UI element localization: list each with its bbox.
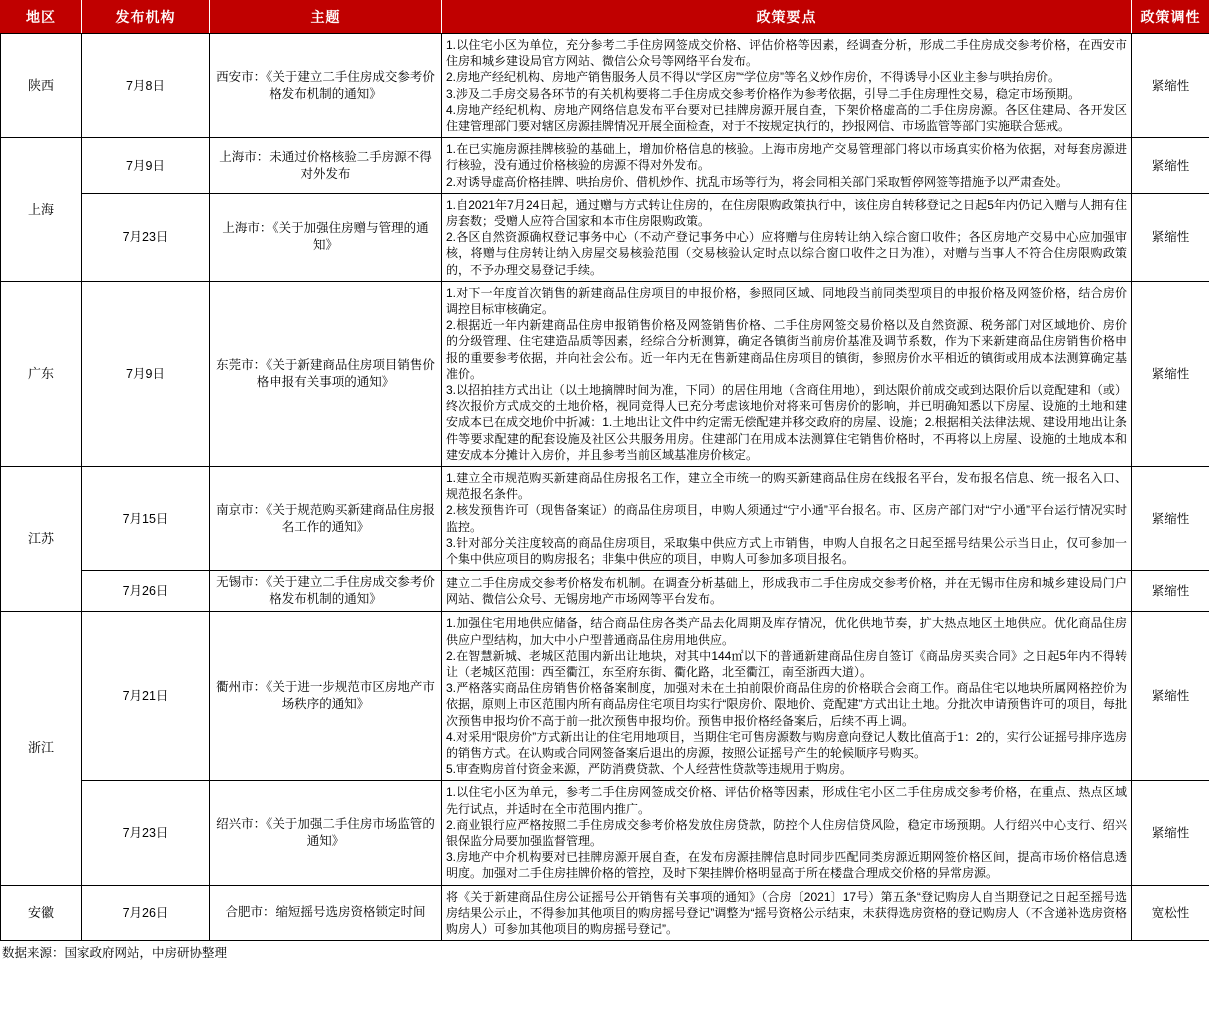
table-header-row <box>1 1 1209 34</box>
cell-date: 7月9日 <box>82 138 210 194</box>
table-body <box>1 34 1209 941</box>
cell-topic: 上海市：未通过价格核验二手房源不得对外发布 <box>210 138 442 194</box>
cell-date: 7月26日 <box>82 571 210 612</box>
cell-policy-points <box>442 885 1132 941</box>
policy-point-line: 2.房地产经纪机构、房地产销售服务人员不得以“学区房”“学位房”等名义炒作房价，不得诱导小区业主参与哄抬房价。 <box>446 70 1060 85</box>
cell-region: 安徽 <box>1 885 82 941</box>
policy-point-line: 2.对诱导虚高价格挂牌、哄抬房价、借机炒作、扰乱市场等行为，将会同相关部门采取暂停网签等措施予以严肃查处。 <box>446 174 1069 189</box>
table-row <box>1 281 1209 466</box>
cell-policy-points <box>442 281 1132 466</box>
cell-policy-points <box>442 781 1132 885</box>
cell-policy-tone: 紧缩性 <box>1132 281 1209 466</box>
cell-region: 浙江 <box>1 612 82 885</box>
cell-policy-tone: 紧缩性 <box>1132 138 1209 194</box>
policy-point-line: 将《关于新建商品住房公证摇号公开销售有关事项的通知》（合房〔2021〕17号）第五条“登记购房人自当期登记之日起至摇号选房结果公示止，不得参加其他项目的购房摇号登记”调整为“摇号资格公示结束，未获得选房资格的登记购房人（不含递补选房资格购房人）可参加其他项目的购房摇号登记”。 <box>446 889 1127 936</box>
policy-point-line: 3.涉及二手房交易各环节的有关机构要将二手住房成交参考价格作为参考依据，引导二手住房理性交易，稳定市场预期。 <box>446 86 1081 101</box>
table-row <box>1 571 1209 612</box>
cell-topic: 无锡市：《关于建立二手住房成交参考价格发布机制的通知》 <box>210 571 442 612</box>
table-row <box>1 34 1209 138</box>
policy-point-line: 1.以住宅小区为单位，充分参考二手住房网签成交价格、评估价格等因素，经调查分析，形成二手住房成交参考价格，在西安市住房和城乡建设局官方网站、微信公众号等网络平台发布。 <box>446 38 1127 69</box>
cell-topic: 西安市：《关于建立二手住房成交参考价格发布机制的通知》 <box>210 34 442 138</box>
column-header-topic: 主题 <box>210 1 442 34</box>
cell-date: 7月21日 <box>82 612 210 781</box>
cell-region: 江苏 <box>1 467 82 612</box>
cell-policy-tone: 宽松性 <box>1132 885 1209 941</box>
policy-point-line: 2.核发预售许可（现售备案证）的商品住房项目，申购人须通过“宁小通”平台报名。市、区房产部门对“宁小通”平台运行情况实时监控。 <box>446 503 1127 534</box>
cell-policy-points <box>442 193 1132 281</box>
table-row <box>1 612 1209 781</box>
policy-point-line: 1.建立全市规范购买新建商品住房报名工作，建立全市统一的购买新建商品住房在线报名平台，发布报名信息、统一报名入口、规范报名条件。 <box>446 471 1127 502</box>
column-header-region: 地区 <box>1 1 82 34</box>
cell-date: 7月23日 <box>82 781 210 885</box>
cell-policy-points <box>442 612 1132 781</box>
cell-region: 广东 <box>1 281 82 466</box>
policy-point-line: 2.在智慧新城、老城区范围内新出让地块，对其中144㎡以下的普通新建商品住房自签订《商品房买卖合同》之日起5年内不得转让（老城区范围：西至衢江，东至府东街、衢化路，北至衢江，南至浙西大道）。 <box>446 648 1127 679</box>
policy-point-line: 1.自2021年7月24日起，通过赠与方式转让住房的，在住房限购政策执行中，该住房自转移登记之日起5年内仍记入赠与人拥有住房套数；受赠人应符合国家和本市住房限购政策。 <box>446 197 1127 229</box>
policy-point-line: 3.严格落实商品住房销售价格备案制度，加强对未在土拍前限价商品住房的价格联合会商工作。商品住宅以地块所属网格控价为依据，原则上市区范围内所有商品房住宅项目均实行“限房价、限地价、竞配建”方式出让土地。分批次申请预售许可的项目，每批次预售申报均价不高于前一批次预售申报均价。预售申报价格经备案后，后续不再上调。 <box>446 681 1127 728</box>
policy-point-line: 1.在已实施房源挂牌核验的基础上，增加价格信息的核验。上海市房地产交易管理部门将以市场真实价格为依据，对每套房源进行核验，没有通过价格核验的房源不得对外发布。 <box>446 142 1127 173</box>
policy-point-line: 2.各区自然资源确权登记事务中心（不动产登记事务中心）应将赠与住房转让纳入综合窗口收件；各区房地产交易中心应加强审核，将赠与住房转让纳入房屋交易核验范围（交易核验认定时点以综合窗口收件之日为准），对赠与当事人不符合住房限购政策的，不予办理交易登记手续。 <box>446 230 1127 277</box>
policy-point-line: 4.房地产经纪机构、房地产网络信息发布平台要对已挂牌房源开展自查，下架价格虚高的二手住房房源。各区住建局、各开发区住建管理部门要对辖区房源挂牌情况开展全面检查，对于不按规定执行的，抄报网信、市场监管等部门实施联合惩戒。 <box>446 102 1127 134</box>
cell-policy-tone: 紧缩性 <box>1132 193 1209 281</box>
table-row <box>1 193 1209 281</box>
policy-point-line: 3.以招拍挂方式出让（以土地摘牌时间为准，下同）的居住用地（含商住用地），到达限价前成交或到达限价后以竞配建和（或）终次报价方式成交的土地价格，视同竞得人已充分考虑该地价对将来可售房价的影响，并已明确知悉以下房屋、设施的土地和建安成本已在成交地价中折减：1.土地出让文件中约定需无偿配建并移交政府的房屋、设施；2.根据相关法律法规、建设用地出让条件等要求配建的配套设施及社区公共服务用房。住建部门在用成本法测算住宅销售价格时，不再将以上房屋、设施的土地成本和建安成本分摊计入房价，并且参考当前区域基准房价核定。 <box>446 383 1127 462</box>
cell-date: 7月26日 <box>82 885 210 941</box>
policy-point-line: 1.以住宅小区为单元，参考二手住房网签成交价格、评估价格等因素，形成住宅小区二手住房成交参考价格，在重点、热点区域先行试点，并适时在全市范围内推广。 <box>446 785 1127 816</box>
cell-policy-points <box>442 34 1132 138</box>
cell-region: 上海 <box>1 138 82 282</box>
cell-policy-tone: 紧缩性 <box>1132 612 1209 781</box>
cell-topic: 绍兴市：《关于加强二手住房市场监管的通知》 <box>210 781 442 885</box>
policy-point-line: 建立二手住房成交参考价格发布机制。在调查分析基础上，形成我市二手住房成交参考价格，并在无锡市住房和城乡建设局门户网站、微信公众号、无锡房地产市场网等平台发布。 <box>446 576 1127 607</box>
policy-point-line: 2.商业银行应严格按照二手住房成交参考价格发放住房贷款，防控个人住房信贷风险，稳定市场预期。人行绍兴中心支行、绍兴银保监分局要加强监督管理。 <box>446 817 1127 848</box>
cell-date: 7月15日 <box>82 467 210 571</box>
cell-date: 7月9日 <box>82 281 210 466</box>
table-row <box>1 885 1209 941</box>
cell-policy-points <box>442 571 1132 612</box>
cell-topic: 上海市：《关于加强住房赠与管理的通知》 <box>210 193 442 281</box>
column-header-agency: 发布机构 <box>82 1 210 34</box>
cell-topic: 合肥市：缩短摇号选房资格锁定时间 <box>210 885 442 941</box>
policy-point-line: 1.对下一年度首次销售的新建商品住房项目的申报价格，参照同区域、同地段当前同类型项目的申报价格及网签价格，结合房价调控目标审核确定。 <box>446 285 1127 317</box>
policy-point-line: 4.对采用“限房价”方式新出让的住宅用地项目，当期住宅可售房源数与购房意向登记人数比值高于1：2的，实行公证摇号排序选房的销售方式。在认购或合同网签备案后退出的房源，按照公证摇号产生的轮候顺序号购买。 <box>446 729 1127 760</box>
cell-topic: 南京市：《关于规范购买新建商品住房报名工作的通知》 <box>210 467 442 571</box>
policy-point-line: 3.房地产中介机构要对已挂牌房源开展自查，在发布房源挂牌信息时同步匹配同类房源近期网签价格区间，提高市场价格信息透明度。加强对二手住房挂牌价格的管控，及时下架挂牌价格明显高于所在楼盘合理成交价格的异常房源。 <box>446 850 1127 881</box>
table-row <box>1 138 1209 194</box>
cell-policy-points <box>442 467 1132 571</box>
column-header-points: 政策要点 <box>442 1 1132 34</box>
table-row <box>1 467 1209 571</box>
policy-point-line: 3.针对部分关注度较高的商品住房项目，采取集中供应方式上市销售，申购人自报名之日起至摇号结果公示当日止，仅可参加一个集中供应项目的购房报名；非集中供应的项目，申购人可参加多项目报名。 <box>446 535 1127 567</box>
cell-policy-tone: 紧缩性 <box>1132 781 1209 885</box>
source-note: 数据来源：国家政府网站，中房研协整理 <box>2 946 228 961</box>
column-header-tone: 政策调性 <box>1132 1 1209 34</box>
cell-date: 7月23日 <box>82 193 210 281</box>
cell-policy-points <box>442 138 1132 194</box>
cell-date: 7月8日 <box>82 34 210 138</box>
cell-topic: 衢州市：《关于进一步规范市区房地产市场秩序的通知》 <box>210 612 442 781</box>
policy-point-line: 5.审查购房首付资金来源，严防消费贷款、个人经营性贷款等违规用于购房。 <box>446 762 853 777</box>
table-row <box>1 781 1209 885</box>
table-header <box>1 1 1209 34</box>
policy-point-line: 2.根据近一年内新建商品住房申报销售价格及网签销售价格、二手住房网签交易价格以及自然资源、税务部门对区域地价、房价的分级管理、住宅建造品质等因素，经综合分析测算，确定各镇街当前房价基准及调节系数，作为下来新建商品住房销售价格申报的重要参考依据，并向社会公布。近一年内无在售新建商品住房项目的镇街，参照房价水平相近的镇街或用成本法测算确定基准价。 <box>446 318 1127 381</box>
cell-topic: 东莞市：《关于新建商品住房项目销售价格申报有关事项的通知》 <box>210 281 442 466</box>
cell-policy-tone: 紧缩性 <box>1132 571 1209 612</box>
policy-point-line: 1.加强住宅用地供应储备，结合商品住房各类产品去化周期及库存情况，优化供地节奏，扩大热点地区土地供应。优化商品住房供应户型结构，加大中小户型普通商品住房用地供应。 <box>446 616 1127 647</box>
cell-policy-tone: 紧缩性 <box>1132 467 1209 571</box>
cell-policy-tone: 紧缩性 <box>1132 34 1209 138</box>
cell-region: 陕西 <box>1 34 82 138</box>
